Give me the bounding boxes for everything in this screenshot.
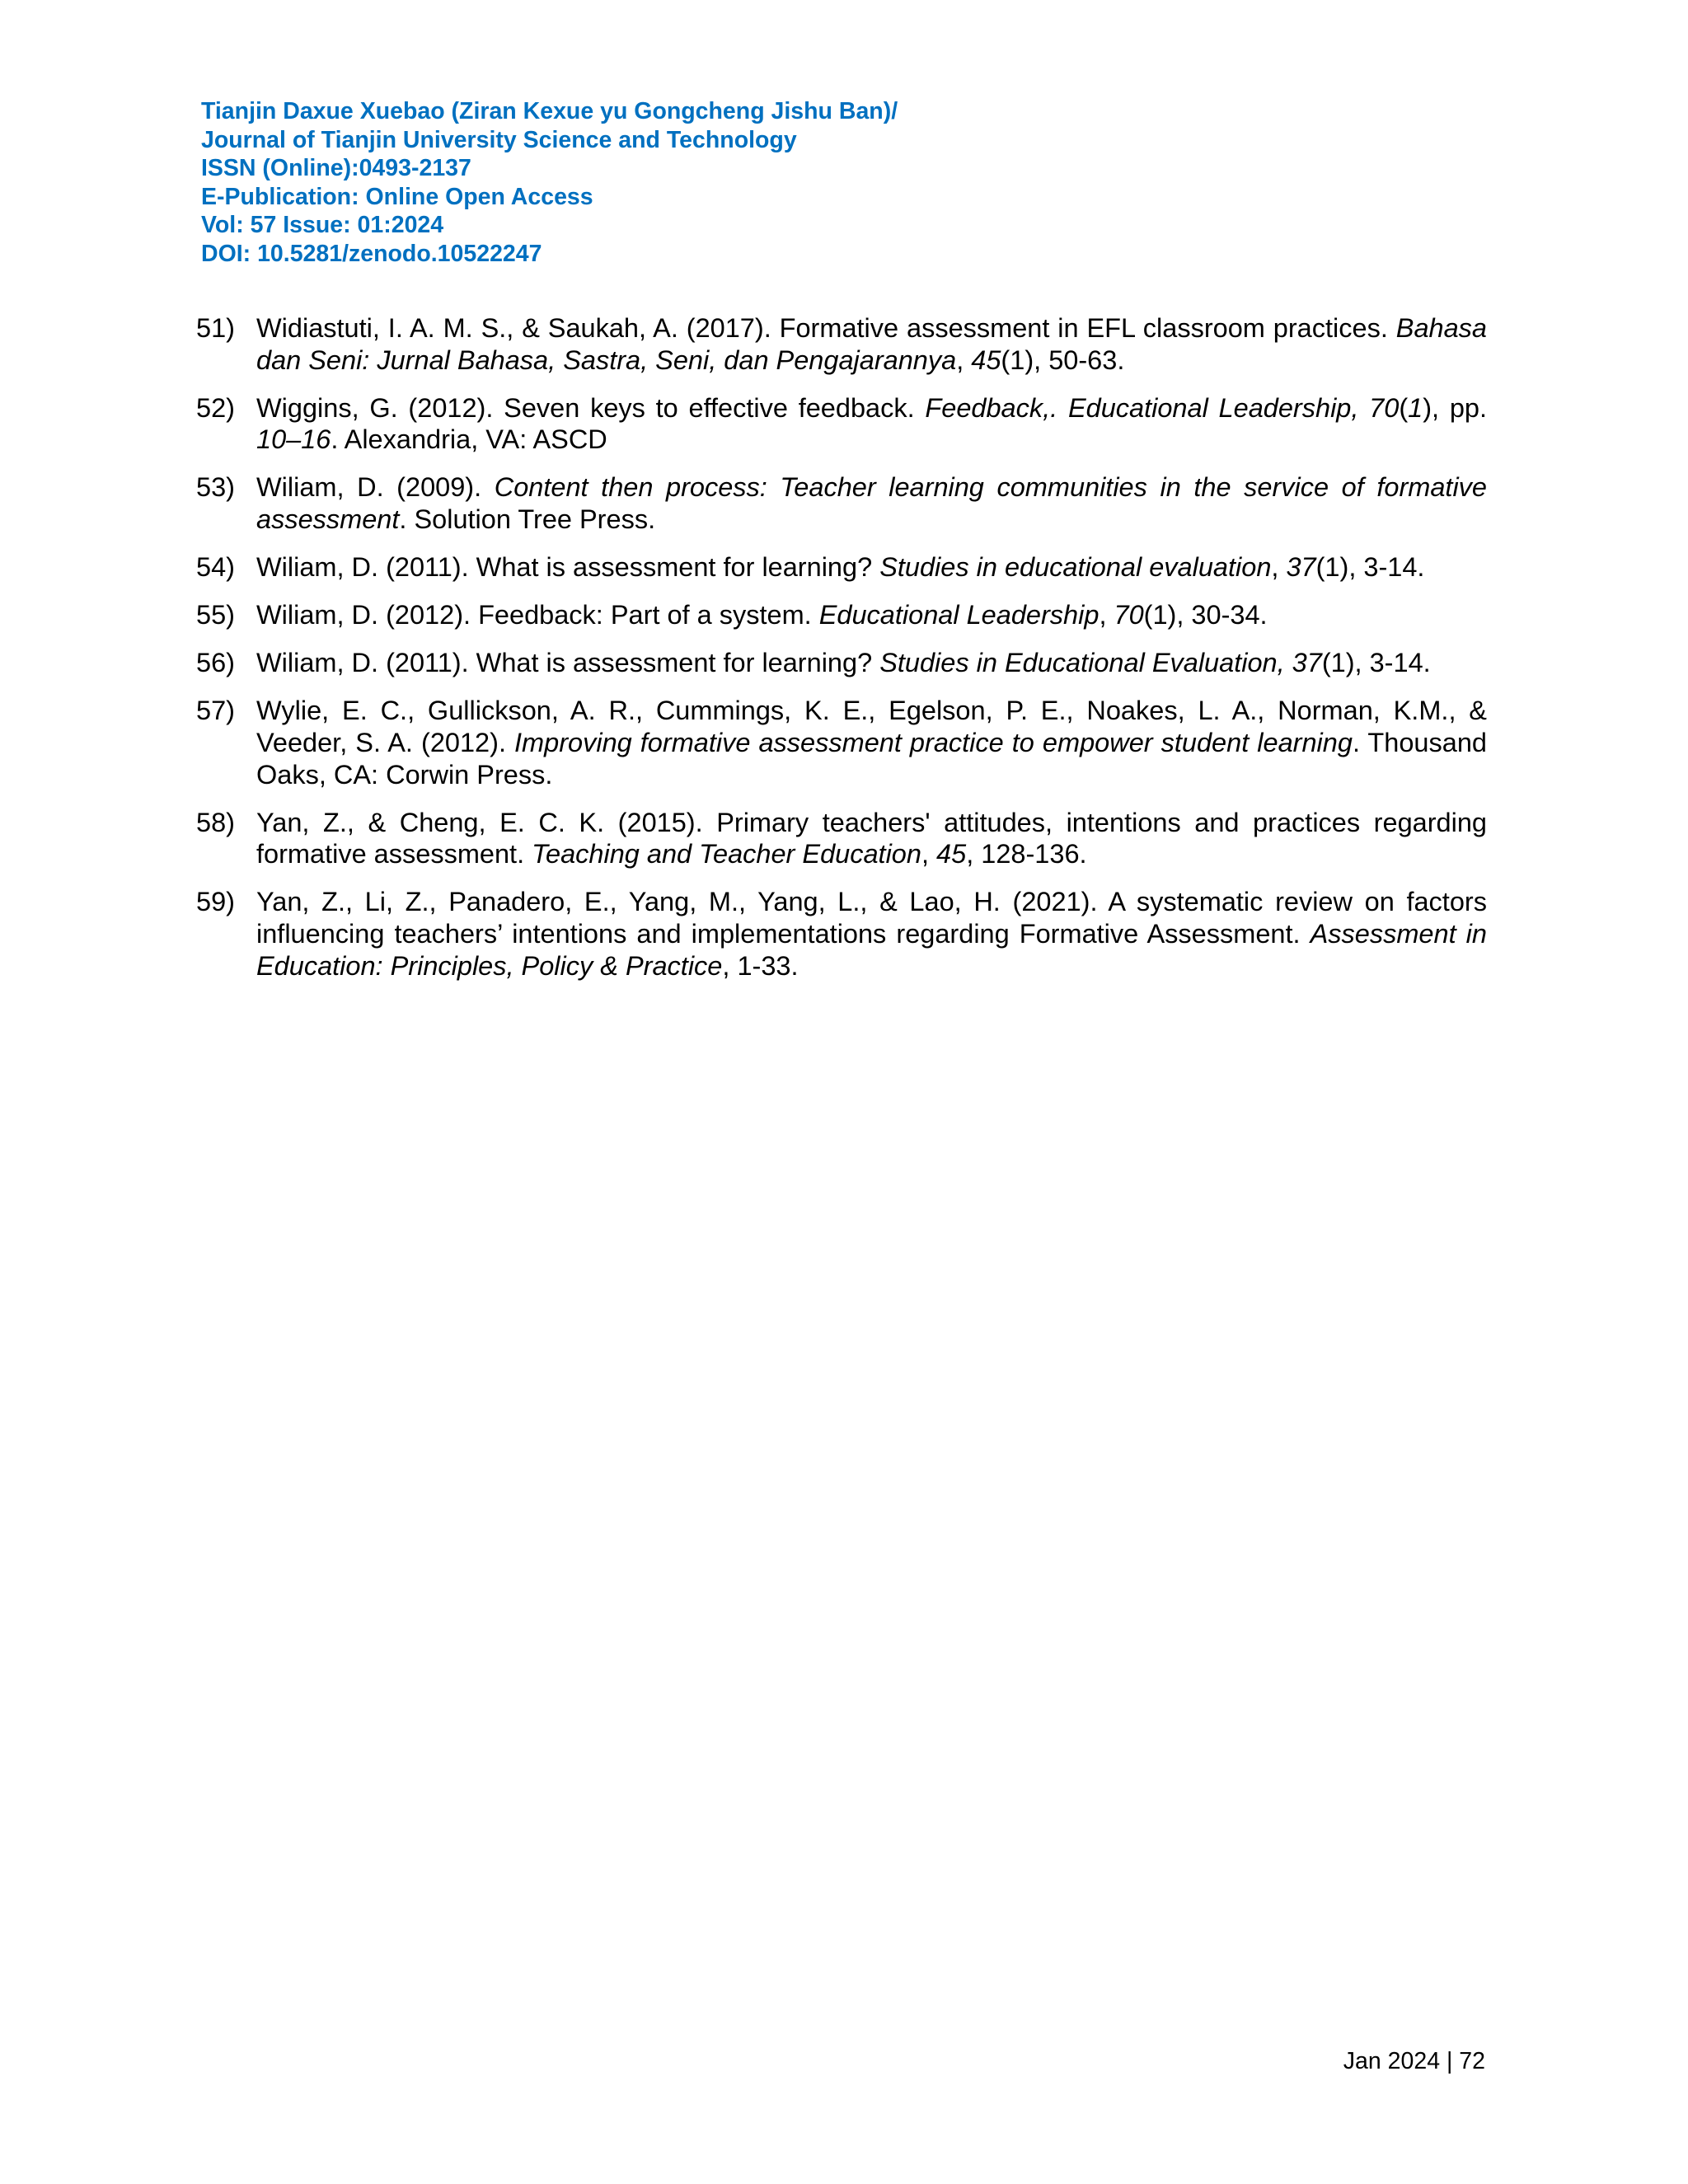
reference-segment: , xyxy=(956,344,972,375)
reference-item xyxy=(196,551,1487,583)
reference-segment: . Solution Tree Press. xyxy=(399,504,656,534)
reference-number: 56) xyxy=(196,648,235,678)
reference-text xyxy=(256,647,1487,679)
reference-segment: , xyxy=(921,839,937,869)
reference-segment: (1), 50-63. xyxy=(1001,344,1125,375)
reference-italic-segment: Improving formative assessment practice to empower student learning xyxy=(514,727,1353,757)
reference-text xyxy=(256,695,1487,790)
reference-item xyxy=(196,647,1487,679)
reference-segment: Wiliam, D. (2012). Feedback: Part of a system. xyxy=(256,600,819,630)
reference-italic-segment: Teaching and Teacher Education xyxy=(532,839,921,869)
reference-segment: Widiastuti, I. A. M. S., & Saukah, A. (2017). Formative assessment in EFL classroom practices. xyxy=(256,313,1396,343)
reference-text xyxy=(256,599,1487,631)
journal-title-transliterated: Tianjin Daxue Xuebao (Ziran Kexue yu Gongcheng Jishu Ban)/ xyxy=(201,98,898,124)
reference-segment: Wylie, E. C., Gullickson, A. R., Cummings, K. E., Egelson, P. E., Noakes, L. A., Norman, K.M., & Veeder, S. A. (2012). xyxy=(256,696,1487,757)
reference-segment: Wiliam, D. (2011). What is assessment for learning? xyxy=(256,648,880,678)
reference-segment: Yan, Z., Li, Z., Panadero, E., Yang, M., Yang, L., & Lao, H. (2021). A systematic review on factors influencing teachers’ intentions and implementations regarding Formative Assessment. xyxy=(256,887,1487,949)
reference-italic-segment: 1 xyxy=(1408,392,1423,423)
reference-segment: , xyxy=(1099,600,1114,630)
reference-item xyxy=(196,392,1487,456)
reference-text xyxy=(256,886,1487,982)
reference-segment: , xyxy=(1271,552,1287,583)
reference-item xyxy=(196,807,1487,870)
reference-text xyxy=(256,471,1487,535)
reference-segment: , 128-136. xyxy=(966,839,1087,869)
reference-italic-segment: Content then process: Teacher learning communities in the service of formative assessment xyxy=(256,472,1487,534)
reference-number: 55) xyxy=(196,600,235,630)
journal-title-english: Journal of Tianjin University Science and Technology xyxy=(201,126,797,153)
reference-italic-segment: Feedback,. Educational Leadership, 70 xyxy=(925,392,1400,423)
journal-volume-issue: Vol: 57 Issue: 01:2024 xyxy=(201,212,444,239)
reference-number: 59) xyxy=(196,887,235,917)
reference-item xyxy=(196,471,1487,535)
reference-text xyxy=(256,392,1487,456)
reference-number: 52) xyxy=(196,392,235,423)
reference-italic-segment: Studies in Educational Evaluation, 37 xyxy=(879,648,1322,678)
reference-italic-segment: 10–16 xyxy=(256,424,331,455)
reference-number: 54) xyxy=(196,552,235,583)
reference-item xyxy=(196,312,1487,376)
reference-segment: (1), 3-14. xyxy=(1315,552,1425,583)
reference-segment: Yan, Z., & Cheng, E. C. K. (2015). Primary teachers' attitudes, intentions and practices regarding formative assessment. xyxy=(256,807,1487,869)
reference-text xyxy=(256,312,1487,376)
reference-number: 53) xyxy=(196,472,235,503)
reference-segment: , 1-33. xyxy=(722,950,799,981)
reference-italic-segment: 45 xyxy=(936,839,967,869)
reference-text xyxy=(256,807,1487,870)
reference-text xyxy=(256,551,1487,583)
journal-doi: DOI: 10.5281/zenodo.10522247 xyxy=(201,240,542,267)
reference-number: 51) xyxy=(196,313,235,343)
reference-segment: ), pp. xyxy=(1423,392,1488,423)
reference-segment: (1), 3-14. xyxy=(1321,648,1431,678)
journal-issn: ISSN (Online):0493-2137 xyxy=(201,155,471,182)
reference-segment: (1), 30-34. xyxy=(1143,600,1268,630)
reference-segment: ( xyxy=(1399,392,1409,423)
reference-italic-segment: 70 xyxy=(1114,600,1144,630)
reference-italic-segment: Studies in educational evaluation xyxy=(879,552,1272,583)
reference-list xyxy=(196,312,1487,998)
reference-segment: Wiliam, D. (2009). xyxy=(256,472,495,503)
reference-item xyxy=(196,886,1487,982)
reference-italic-segment: 45 xyxy=(971,344,1001,375)
reference-number: 57) xyxy=(196,696,235,726)
reference-item xyxy=(196,695,1487,790)
reference-segment: . Thousand Oaks, CA: Corwin Press. xyxy=(256,727,1487,790)
reference-segment: Wiggins, G. (2012). Seven keys to effective feedback. xyxy=(256,392,926,423)
reference-italic-segment: Assessment in Education: Principles, Policy & Practice xyxy=(256,918,1487,981)
reference-number: 58) xyxy=(196,807,235,837)
reference-italic-segment: Bahasa dan Seni: Jurnal Bahasa, Sastra, Seni, dan Pengajarannya xyxy=(256,313,1487,375)
journal-publication-type: E-Publication: Online Open Access xyxy=(201,183,593,210)
reference-segment: Wiliam, D. (2011). What is assessment for learning? xyxy=(256,552,880,583)
reference-item xyxy=(196,599,1487,631)
journal-header xyxy=(201,97,1273,269)
page-footer: Jan 2024 | 72 xyxy=(1343,2048,1485,2074)
reference-italic-segment: Educational Leadership xyxy=(818,600,1100,630)
reference-italic-segment: 37 xyxy=(1286,552,1316,583)
reference-segment: . Alexandria, VA: ASCD xyxy=(331,424,607,455)
